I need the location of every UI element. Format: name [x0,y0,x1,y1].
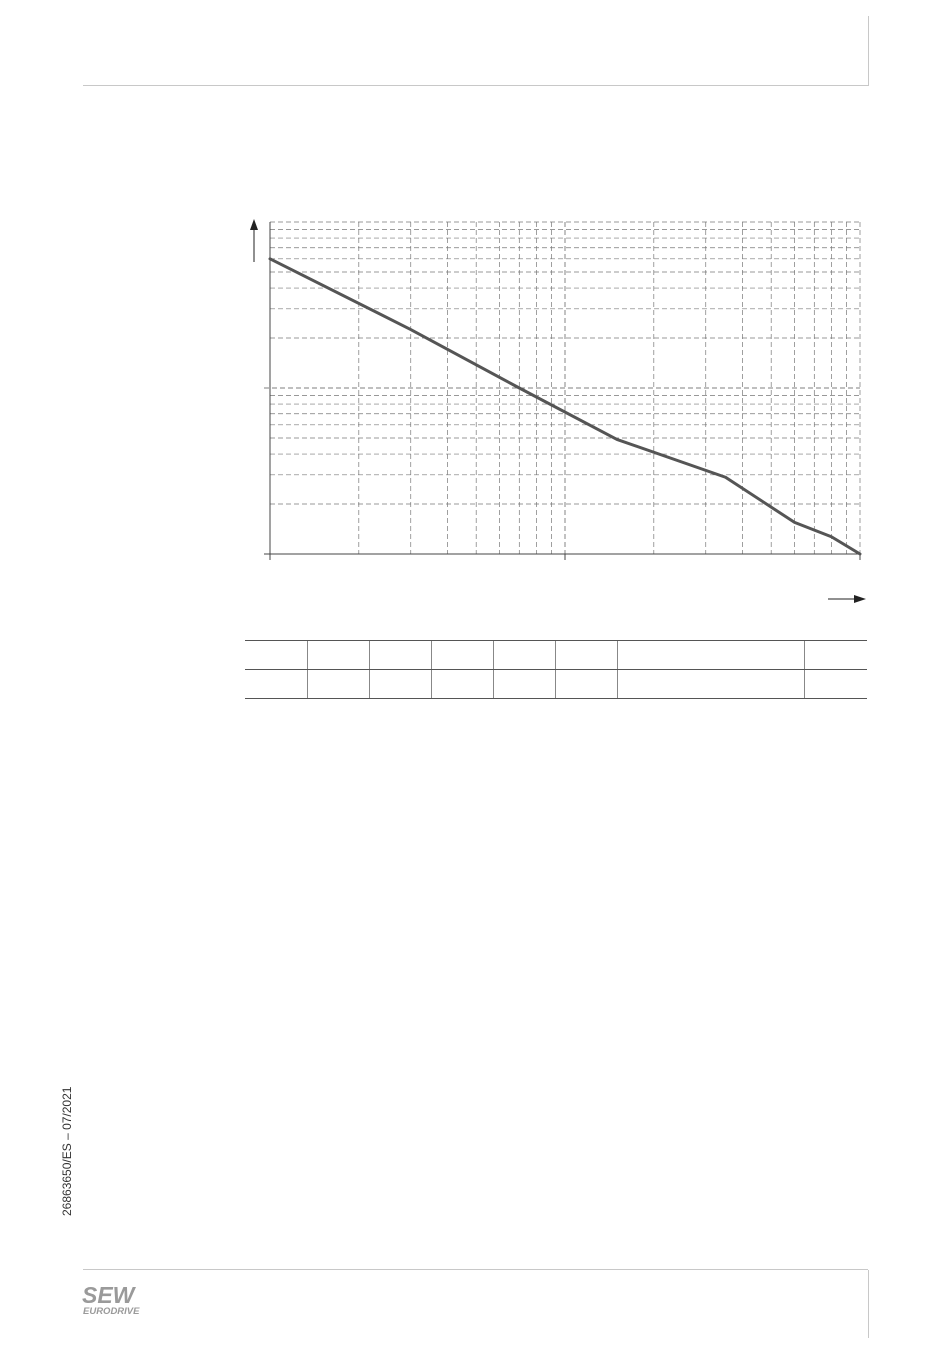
footer-rule [83,1269,868,1270]
table-cell [493,641,555,670]
table-cell [555,670,617,699]
data-table [245,640,867,699]
log-log-chart [240,210,880,620]
x-axis-arrow-head [854,595,866,603]
table-cell [804,670,867,699]
table-cell [804,641,867,670]
table-row [245,641,867,670]
table-row [245,670,867,699]
logo-main-text: SEW [82,1283,135,1308]
header-side-rule [868,16,869,86]
table-cell [493,670,555,699]
table-cell [369,641,431,670]
logo-sub-text: EURODRIVE [83,1306,140,1317]
document-id: 26863650/ES – 07/2021 [60,1086,74,1216]
table-cell [555,641,617,670]
table-cell [245,670,307,699]
table-cell [617,641,804,670]
table-cell [307,641,369,670]
table-cell [369,670,431,699]
header-rule [83,85,868,86]
table-cell [431,670,493,699]
table-cell [431,641,493,670]
table-cell [307,670,369,699]
chart-axes [250,219,866,603]
y-gridlines [264,222,860,504]
table-cell [245,641,307,670]
footer-side-rule [868,1270,869,1338]
sew-eurodrive-logo [82,1283,154,1319]
y-axis-arrow-head [250,219,258,230]
table-cell [617,670,804,699]
